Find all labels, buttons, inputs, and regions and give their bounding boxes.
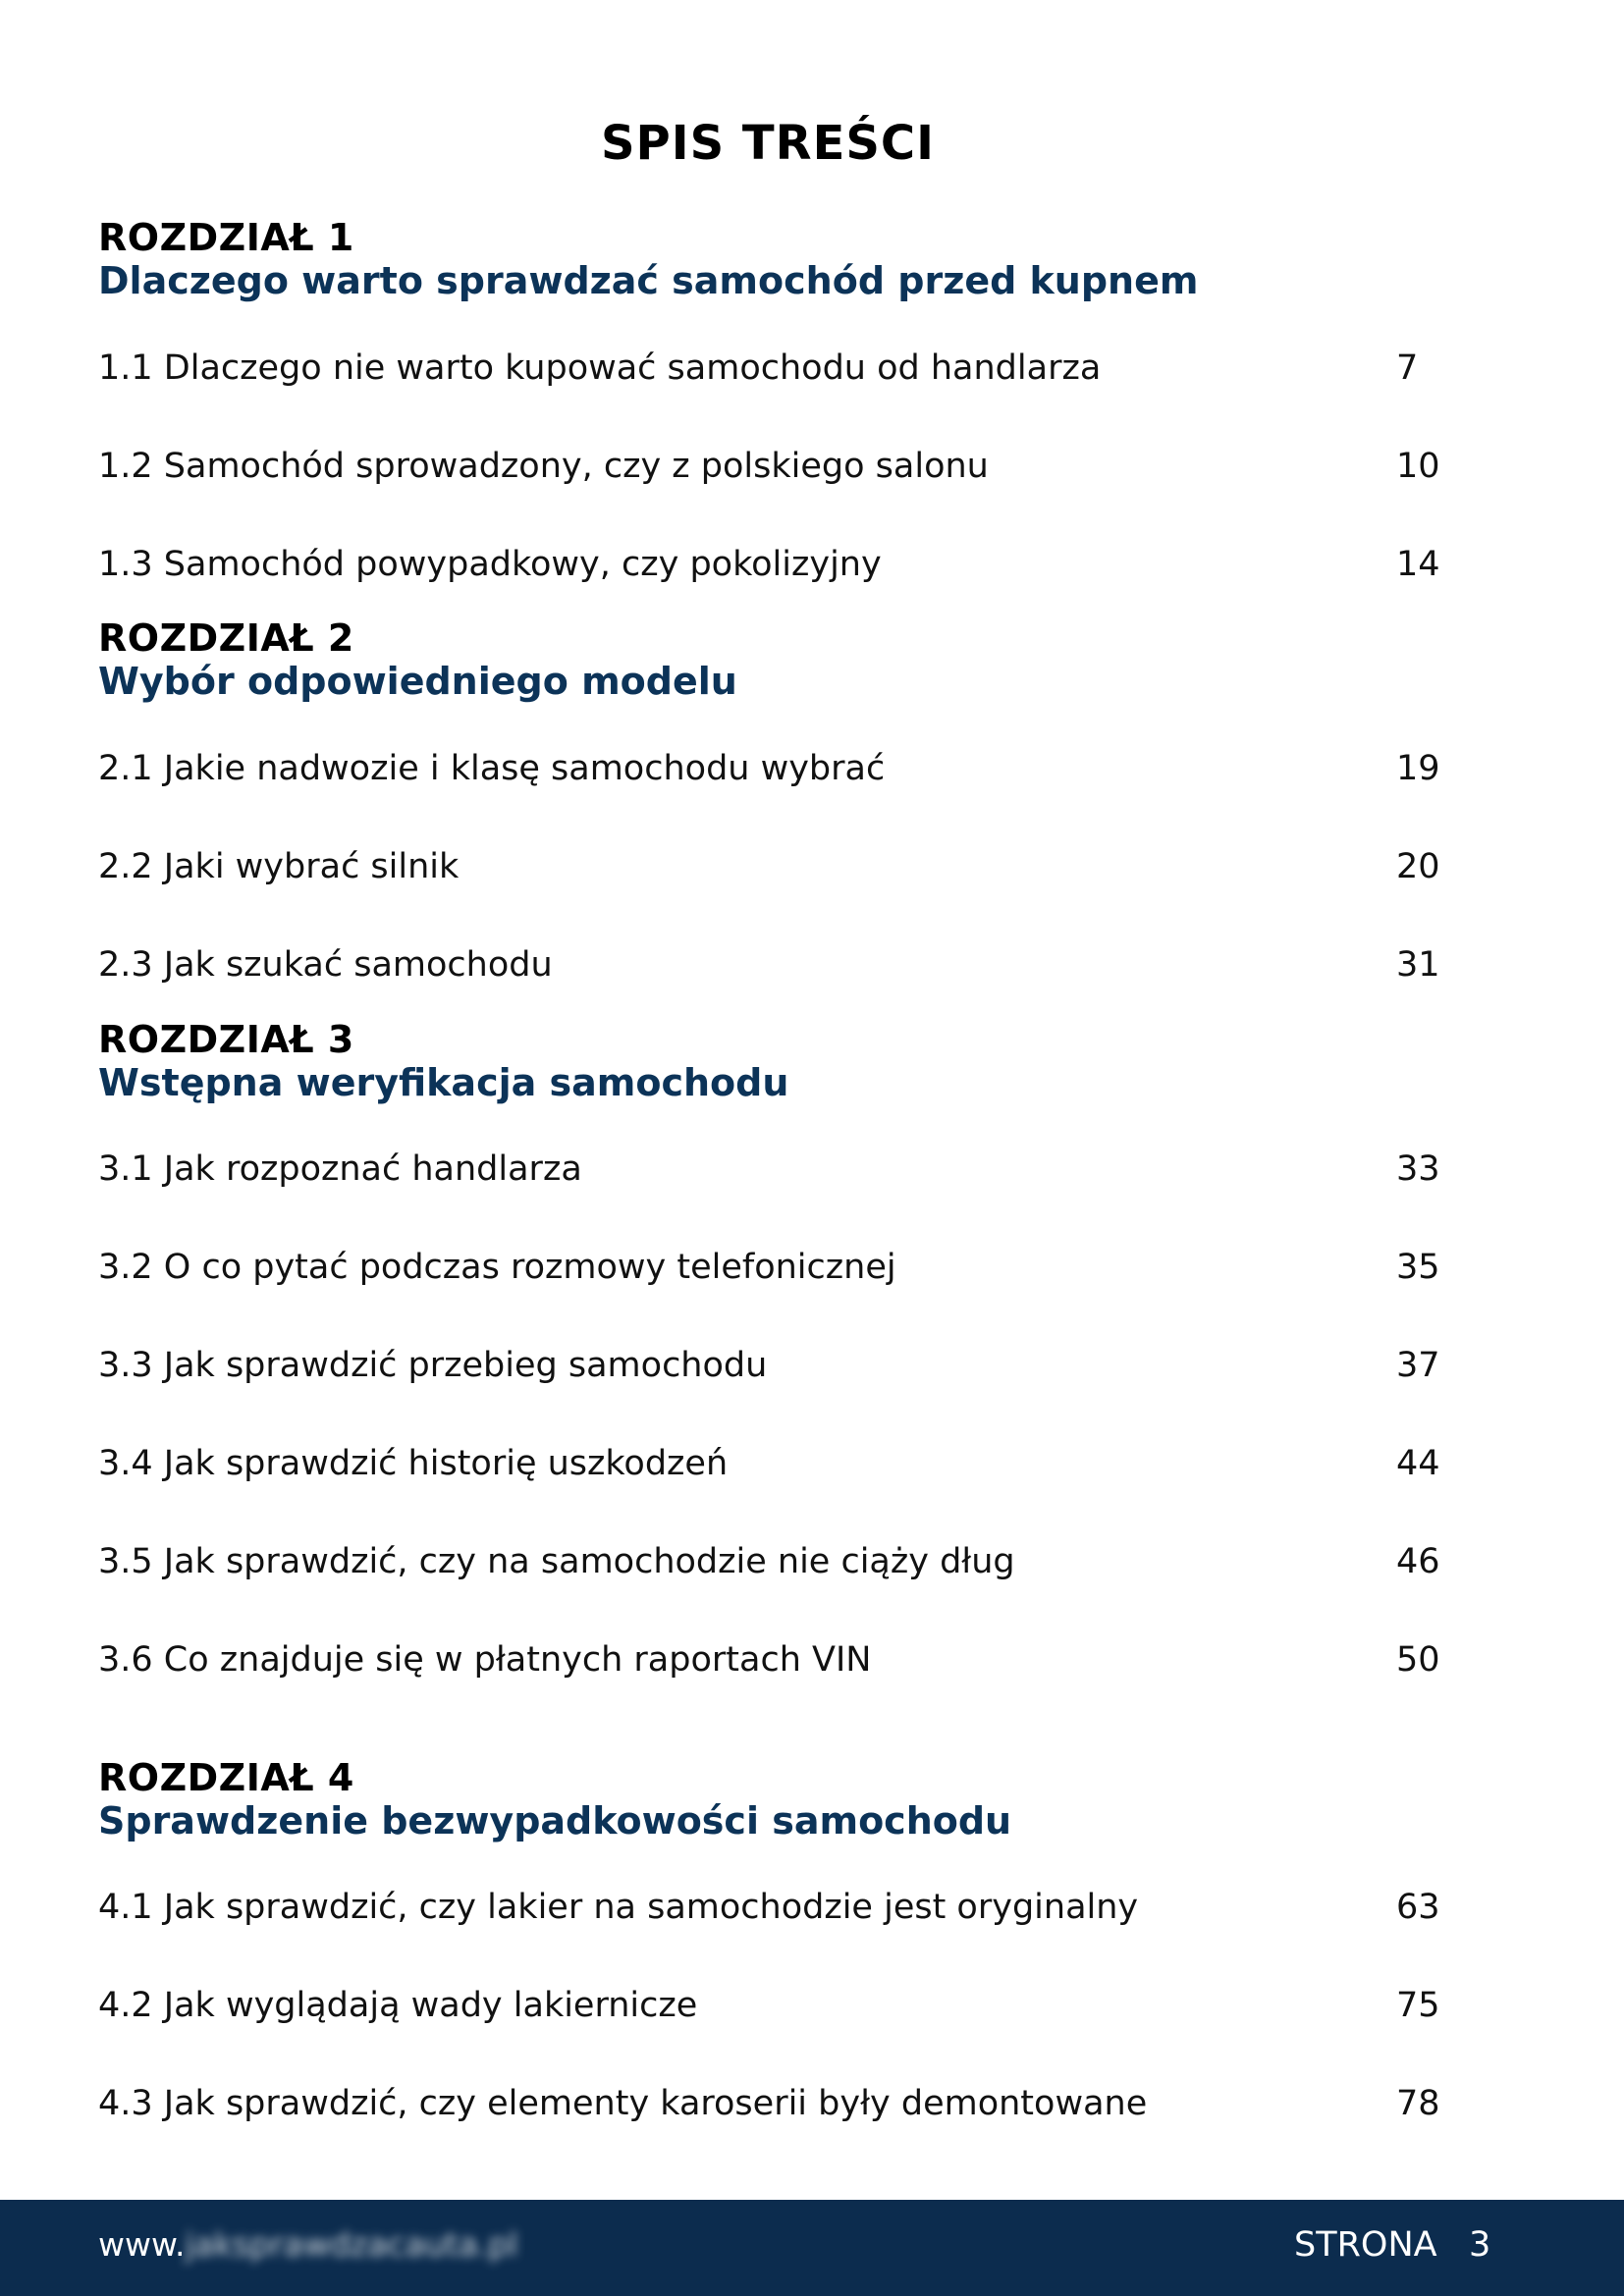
toc-entry-text: 1.2 Samochód sprowadzony, czy z polskiego salonu: [98, 447, 989, 486]
toc-entry-text: 3.4 Jak sprawdzić historię uszkodzeń: [98, 1444, 729, 1483]
toc-entry-text: 3.3 Jak sprawdzić przebieg samochodu: [98, 1346, 768, 1385]
toc-entry-3-1[interactable]: [98, 1149, 1453, 1199]
toc-entry-3-5[interactable]: [98, 1542, 1453, 1591]
toc-entry-2-1[interactable]: [98, 749, 1453, 798]
toc-entry-3-2[interactable]: [98, 1248, 1453, 1297]
toc-entry-page: 20: [1396, 847, 1440, 886]
toc-entry-text: 3.6 Co znajduje się w płatnych raportach VIN: [98, 1640, 872, 1680]
toc-entry-page: 63: [1396, 1888, 1440, 1927]
toc-entry-page: 44: [1396, 1444, 1440, 1483]
chapter-3-label: ROZDZIAŁ 3: [98, 1018, 354, 1061]
toc-entry-page: 31: [1396, 945, 1440, 985]
toc-entry-text: 4.2 Jak wyglądają wady lakiernicze: [98, 1986, 698, 2025]
toc-entry-page: 46: [1396, 1542, 1440, 1581]
toc-entry-text: 3.1 Jak rozpoznać handlarza: [98, 1149, 582, 1189]
footer-url-prefix: www.: [98, 2225, 186, 2264]
toc-entry-4-3[interactable]: [98, 2084, 1453, 2133]
toc-entry-text: 3.5 Jak sprawdzić, czy na samochodzie nie ciąży dług: [98, 1542, 1015, 1581]
toc-entry-page: 7: [1396, 348, 1419, 388]
chapter-4-label: ROZDZIAŁ 4: [98, 1756, 354, 1799]
toc-entry-page: 50: [1396, 1640, 1440, 1680]
chapter-4-title: Sprawdzenie bezwypadkowości samochodu: [98, 1799, 1012, 1842]
toc-entry-1-3[interactable]: [98, 545, 1453, 594]
toc-entry-3-4[interactable]: [98, 1444, 1453, 1493]
toc-entry-text: 4.3 Jak sprawdzić, czy elementy karoserii były demontowane: [98, 2084, 1148, 2123]
toc-entry-text: 2.2 Jaki wybrać silnik: [98, 847, 460, 886]
toc-entry-text: 3.2 O co pytać podczas rozmowy telefonicznej: [98, 1248, 896, 1287]
footer-page-label: STRONA: [1294, 2225, 1437, 2265]
toc-entry-page: 37: [1396, 1346, 1440, 1385]
footer-url-domain: jaksprawdzacauta.pl: [185, 2225, 518, 2264]
toc-entry-4-1[interactable]: [98, 1888, 1453, 1937]
toc-entry-text: 2.1 Jakie nadwozie i klasę samochodu wybrać: [98, 749, 886, 788]
page-footer: [0, 2200, 1624, 2296]
toc-entry-page: 33: [1396, 1149, 1440, 1189]
chapter-2-title: Wybór odpowiedniego modelu: [98, 660, 737, 703]
toc-entry-text: 1.3 Samochód powypadkowy, czy pokolizyjny: [98, 545, 882, 584]
toc-entry-page: 10: [1396, 447, 1440, 486]
toc-entry-page: 19: [1396, 749, 1440, 788]
chapter-2-label: ROZDZIAŁ 2: [98, 616, 354, 660]
toc-entry-page: 78: [1396, 2084, 1440, 2123]
toc-entry-4-2[interactable]: [98, 1986, 1453, 2035]
footer-page-number: 3: [1469, 2225, 1491, 2265]
toc-entry-text: 2.3 Jak szukać samochodu: [98, 945, 553, 985]
toc-entry-1-1[interactable]: [98, 348, 1453, 398]
toc-entry-text: 1.1 Dlaczego nie warto kupować samochodu od handlarza: [98, 348, 1102, 388]
toc-entry-page: 14: [1396, 545, 1440, 584]
toc-entry-3-3[interactable]: [98, 1346, 1453, 1395]
toc-entry-1-2[interactable]: [98, 447, 1453, 496]
chapter-1-label: ROZDZIAŁ 1: [98, 216, 354, 259]
page-title: SPIS TREŚCI: [600, 116, 936, 171]
chapter-3-title: Wstępna weryfikacja samochodu: [98, 1061, 789, 1104]
toc-entry-page: 75: [1396, 1986, 1440, 2025]
toc-entry-text: 4.1 Jak sprawdzić, czy lakier na samochodzie jest oryginalny: [98, 1888, 1139, 1927]
toc-entry-2-3[interactable]: [98, 945, 1453, 994]
toc-entry-3-6[interactable]: [98, 1640, 1453, 1689]
chapter-1-title: Dlaczego warto sprawdzać samochód przed kupnem: [98, 259, 1199, 302]
footer-url[interactable]: [98, 2225, 517, 2264]
toc-entry-page: 35: [1396, 1248, 1440, 1287]
toc-entry-2-2[interactable]: [98, 847, 1453, 896]
